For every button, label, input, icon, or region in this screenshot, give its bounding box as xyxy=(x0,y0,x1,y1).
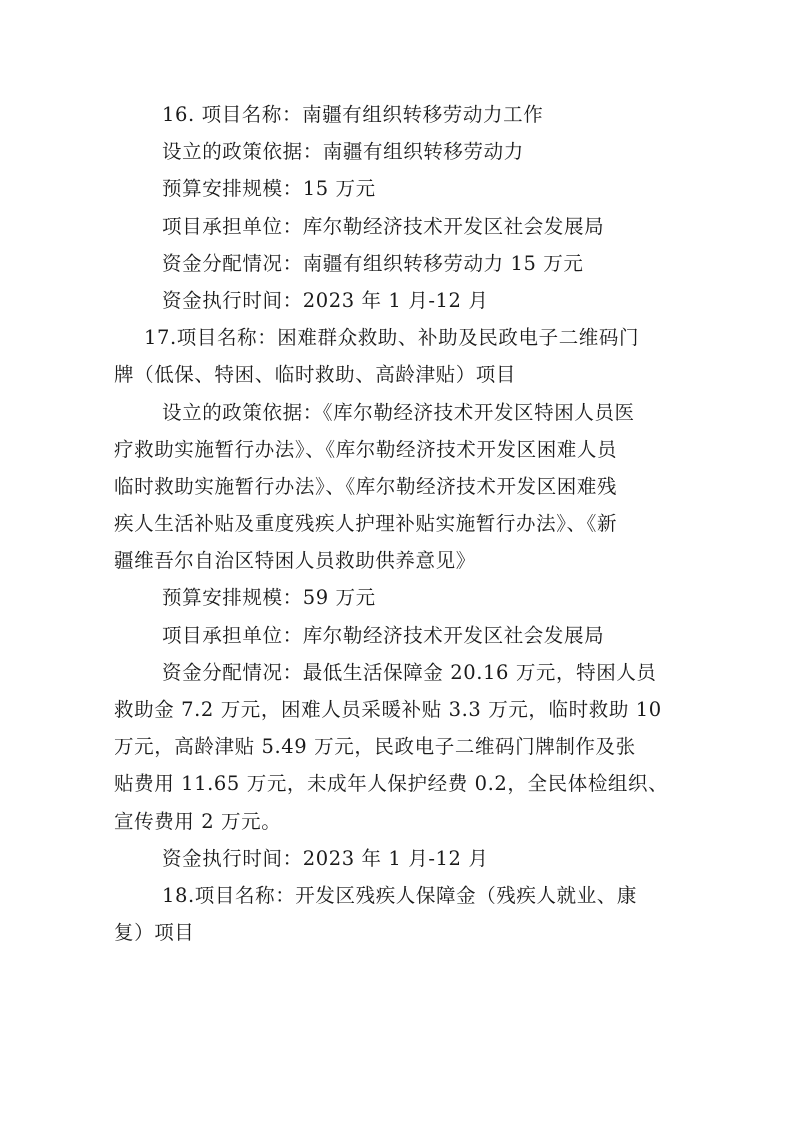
item18-title-line2: 复）项目 xyxy=(114,921,195,945)
item16-policy: 设立的政策依据：南疆有组织转移劳动力 xyxy=(162,140,524,164)
item17-allocation-line1: 资金分配情况：最低生活保障金 20.16 万元，特困人员 xyxy=(162,660,657,684)
item16-unit: 项目承担单位：库尔勒经济技术开发区社会发展局 xyxy=(162,214,605,238)
item17-allocation-line4: 贴费用 11.65 万元，未成年人保护经费 0.2，全民体检组织、 xyxy=(114,772,669,796)
item16-allocation: 资金分配情况：南疆有组织转移劳动力 15 万元 xyxy=(162,251,584,275)
item17-policy-line2: 疗救助实施暂行办法》、《库尔勒经济技术开发区困难人员 xyxy=(114,437,618,461)
item17-policy-line5: 疆维吾尔自治区特困人员救助供养意见》 xyxy=(114,549,476,573)
item17-unit: 项目承担单位：库尔勒经济技术开发区社会发展局 xyxy=(162,623,605,647)
item16-time: 资金执行时间：2023 年 1 月-12 月 xyxy=(162,288,489,312)
item17-allocation-line3: 万元，高龄津贴 5.49 万元，民政电子二维码门牌制作及张 xyxy=(114,735,636,759)
item17-title-line2: 牌（低保、特困、临时救助、高龄津贴）项目 xyxy=(114,363,517,387)
item16-budget: 预算安排规模：15 万元 xyxy=(162,177,376,201)
item17-allocation-line5: 宣传费用 2 万元。 xyxy=(114,809,282,833)
item17-policy-line1: 设立的政策依据：《库尔勒经济技术开发区特困人员医 xyxy=(162,400,635,424)
item17-title-line1: 17.项目名称：困难群众救助、补助及民政电子二维码门 xyxy=(144,326,640,350)
item17-policy-line3: 临时救助实施暂行办法》、《库尔勒经济技术开发区困难残 xyxy=(114,474,618,498)
item17-time: 资金执行时间：2023 年 1 月-12 月 xyxy=(162,846,489,870)
item17-policy-line4: 疾人生活补贴及重度残疾人护理补贴实施暂行办法》、《新 xyxy=(114,512,618,536)
item16-title: 16. 项目名称：南疆有组织转移劳动力工作 xyxy=(162,103,544,126)
item17-allocation-line2: 救助金 7.2 万元，困难人员采暖补贴 3.3 万元，临时救助 10 xyxy=(114,698,662,721)
item18-title-line1: 18.项目名称：开发区残疾人保障金（残疾人就业、康 xyxy=(162,883,638,907)
document-body xyxy=(114,96,684,951)
item17-budget: 预算安排规模：59 万元 xyxy=(162,586,376,610)
